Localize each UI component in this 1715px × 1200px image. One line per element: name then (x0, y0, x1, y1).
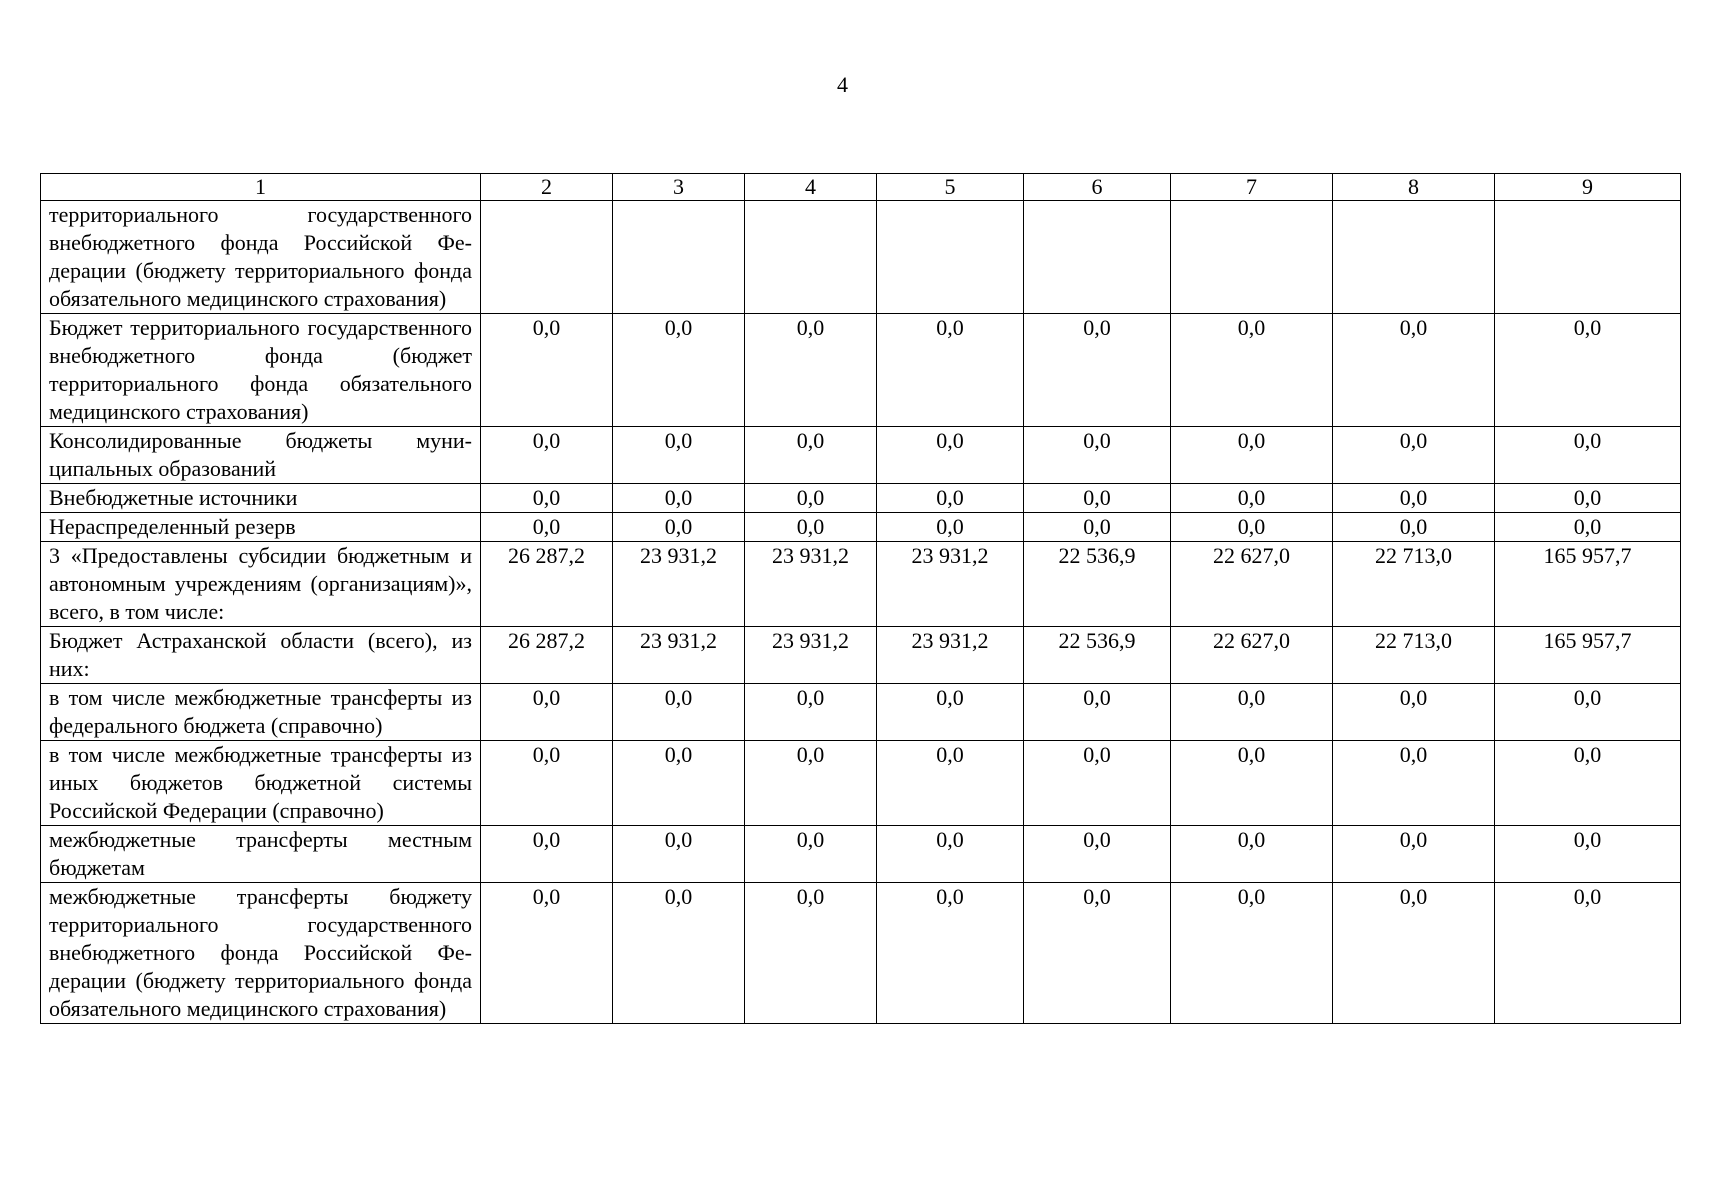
value-cell: 0,0 (745, 427, 877, 484)
table-row (41, 883, 1681, 1024)
value-cell: 0,0 (481, 826, 613, 883)
value-cell: 0,0 (1171, 314, 1333, 427)
column-header: 4 (745, 174, 877, 201)
value-cell (745, 201, 877, 314)
value-cell: 0,0 (1495, 513, 1681, 542)
value-cell: 0,0 (745, 484, 877, 513)
value-cell: 0,0 (1333, 513, 1495, 542)
row-label: Бюджет Астраханской области (всего), из них: (41, 627, 481, 684)
table-row (41, 684, 1681, 741)
value-cell: 22 627,0 (1171, 542, 1333, 627)
column-header: 3 (613, 174, 745, 201)
table-row (41, 427, 1681, 484)
budget-table (40, 173, 1681, 1024)
value-cell: 26 287,2 (481, 627, 613, 684)
value-cell: 0,0 (1495, 427, 1681, 484)
row-label: Консолидированные бюджеты муниципальных образований (41, 427, 481, 484)
value-cell: 0,0 (1333, 684, 1495, 741)
value-cell: 0,0 (1024, 314, 1171, 427)
value-cell: 0,0 (1333, 883, 1495, 1024)
value-cell: 23 931,2 (613, 542, 745, 627)
value-cell: 0,0 (1171, 427, 1333, 484)
value-cell: 0,0 (613, 741, 745, 826)
value-cell: 165 957,7 (1495, 627, 1681, 684)
value-cell: 0,0 (745, 741, 877, 826)
value-cell: 0,0 (481, 684, 613, 741)
row-label: 3 «Предоставлены субсидии бюджетным и автономным учреждениям (организациям)», всего, в том числе: (41, 542, 481, 627)
table-body (41, 174, 1681, 1024)
value-cell (877, 201, 1024, 314)
value-cell: 0,0 (613, 484, 745, 513)
value-cell: 0,0 (877, 826, 1024, 883)
table-row (41, 826, 1681, 883)
value-cell: 0,0 (481, 314, 613, 427)
table-row (41, 484, 1681, 513)
value-cell (1171, 201, 1333, 314)
value-cell: 0,0 (1024, 684, 1171, 741)
value-cell: 0,0 (745, 684, 877, 741)
page-number: 4 (837, 72, 848, 97)
value-cell: 23 931,2 (745, 542, 877, 627)
value-cell: 0,0 (1024, 883, 1171, 1024)
value-cell: 0,0 (1171, 484, 1333, 513)
value-cell: 0,0 (1171, 883, 1333, 1024)
column-header: 9 (1495, 174, 1681, 201)
value-cell: 0,0 (1333, 484, 1495, 513)
value-cell: 0,0 (613, 883, 745, 1024)
value-cell: 0,0 (1171, 741, 1333, 826)
row-label: территориального государственного внебюджетного фонда Российской Федерации (бюджету территориального фонда обязательного медицинского страхования) (41, 201, 481, 314)
value-cell: 0,0 (1333, 741, 1495, 826)
column-header: 6 (1024, 174, 1171, 201)
value-cell: 0,0 (877, 741, 1024, 826)
value-cell: 22 713,0 (1333, 542, 1495, 627)
value-cell: 0,0 (745, 314, 877, 427)
row-label: межбюджетные трансферты бюджету территориального государственного внебюджетного фонда Российской Федерации (бюджету территориального фонда обязательного медицинского страхования) (41, 883, 481, 1024)
value-cell: 22 713,0 (1333, 627, 1495, 684)
value-cell: 0,0 (877, 314, 1024, 427)
value-cell: 165 957,7 (1495, 542, 1681, 627)
column-header: 1 (41, 174, 481, 201)
table-row (41, 513, 1681, 542)
value-cell: 0,0 (613, 826, 745, 883)
value-cell: 0,0 (1024, 826, 1171, 883)
column-header: 5 (877, 174, 1024, 201)
value-cell: 0,0 (877, 684, 1024, 741)
value-cell: 0,0 (877, 427, 1024, 484)
column-header: 2 (481, 174, 613, 201)
value-cell: 0,0 (745, 826, 877, 883)
value-cell: 0,0 (1495, 883, 1681, 1024)
table-row (41, 314, 1681, 427)
column-header: 8 (1333, 174, 1495, 201)
value-cell: 23 931,2 (745, 627, 877, 684)
value-cell: 0,0 (1495, 684, 1681, 741)
value-cell: 0,0 (613, 684, 745, 741)
value-cell: 0,0 (1333, 427, 1495, 484)
value-cell: 0,0 (1171, 513, 1333, 542)
row-label: Нераспределенный резерв (41, 513, 481, 542)
value-cell: 22 536,9 (1024, 627, 1171, 684)
value-cell: 0,0 (481, 427, 613, 484)
value-cell: 0,0 (877, 883, 1024, 1024)
value-cell: 26 287,2 (481, 542, 613, 627)
table-row (41, 741, 1681, 826)
value-cell: 0,0 (1171, 684, 1333, 741)
table-row (41, 542, 1681, 627)
row-label: межбюджетные трансферты местным бюджетам (41, 826, 481, 883)
value-cell: 0,0 (481, 741, 613, 826)
table-row (41, 201, 1681, 314)
value-cell: 0,0 (877, 484, 1024, 513)
value-cell: 0,0 (1024, 513, 1171, 542)
value-cell: 0,0 (745, 883, 877, 1024)
value-cell (481, 201, 613, 314)
value-cell: 0,0 (1333, 314, 1495, 427)
value-cell (1495, 201, 1681, 314)
value-cell (1333, 201, 1495, 314)
value-cell: 22 627,0 (1171, 627, 1333, 684)
column-header: 7 (1171, 174, 1333, 201)
row-label: в том числе межбюджетные трансферты из иных бюджетов бюджетной системы Российской Федерации (справочно) (41, 741, 481, 826)
value-cell: 0,0 (1024, 427, 1171, 484)
value-cell (613, 201, 745, 314)
value-cell: 0,0 (481, 883, 613, 1024)
row-label: в том числе межбюджетные трансферты из федерального бюджета (справочно) (41, 684, 481, 741)
value-cell: 0,0 (613, 314, 745, 427)
value-cell: 0,0 (1495, 484, 1681, 513)
table-row (41, 627, 1681, 684)
value-cell: 0,0 (1495, 826, 1681, 883)
value-cell: 0,0 (877, 513, 1024, 542)
value-cell: 0,0 (481, 484, 613, 513)
value-cell: 23 931,2 (877, 542, 1024, 627)
value-cell: 0,0 (1333, 826, 1495, 883)
value-cell: 0,0 (481, 513, 613, 542)
value-cell: 0,0 (613, 513, 745, 542)
row-label: Внебюджетные источники (41, 484, 481, 513)
value-cell: 23 931,2 (877, 627, 1024, 684)
value-cell: 0,0 (745, 513, 877, 542)
value-cell: 0,0 (1495, 741, 1681, 826)
value-cell: 0,0 (1171, 826, 1333, 883)
value-cell: 0,0 (1024, 484, 1171, 513)
value-cell: 0,0 (1495, 314, 1681, 427)
table-header-row (41, 174, 1681, 201)
value-cell: 0,0 (1024, 741, 1171, 826)
value-cell: 22 536,9 (1024, 542, 1171, 627)
value-cell (1024, 201, 1171, 314)
value-cell: 23 931,2 (613, 627, 745, 684)
value-cell: 0,0 (613, 427, 745, 484)
row-label: Бюджет территориального государственного внебюджетного фонда (бюджет территориального фонда обязательного медицинского страхования) (41, 314, 481, 427)
